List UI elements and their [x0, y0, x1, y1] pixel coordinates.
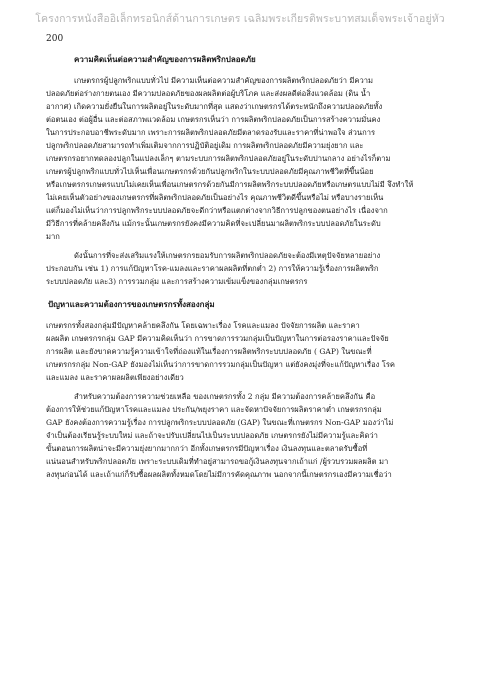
running-header: โครงการหนังสืออิเล็กทรอนิกส์ด้านการเกษตร เฉลิมพระเกียรติพระบาทสมเด็จพระเจ้าอยู่หัว: [35, 13, 445, 25]
section-heading-problems: ปัญหาและความต้องการของเกษตรกรทั้งสองกลุ่ม: [48, 299, 215, 309]
text-line: ดังนั้นการที่จะส่งเสริมแรงให้เกษตรกรยอมรับการผลิตพริกปลอดภัยจะต้องมีเหตุปัจจัยหลายอย่าง: [74, 251, 381, 260]
text-line: ปลอดภัยต่อร่างกายตนเอง มีความปลอดภัยของผลผลิตต่อผู้บริโภค และส่งผลดีต่อสิ่งแวดล้อม (ดิน น้ำ: [46, 89, 371, 98]
paragraph-problems: [46, 319, 448, 384]
text-line: ระบบปลอดภัย และ3) การรวมกลุ่ม และการสร้างความเข้มแข็งของกลุ่มเกษตรกร: [46, 277, 308, 286]
text-line: เกษตรกรทั้งสองกลุ่มมีปัญหาคล้ายคลึงกัน โดยเฉพาะเรื่อง โรคและแมลง ปัจจัยการผลิต และราคา: [46, 321, 360, 330]
text-line: หรือเกษตรกรเกษตรแบบไม่เคยเห็นเพื่อนเกษตรกรด้วยกันมีการผลิตพริกระบบปลอดภัยหรือเกษตรแบบไม่มี จึงทำให้: [46, 180, 414, 189]
text-line: สำหรับความต้องการความช่วยเหลือ ของเกษตรกรทั้ง 2 กลุ่ม มีความต้องการคล้ายคลึงกัน คือ: [74, 392, 376, 401]
paragraph-opinion: [46, 74, 448, 243]
text-line: ประกอบกัน เช่น 1) การแก้ปัญหาโรค-แมลงและราคาผลผลิตที่ตกต่ำ 2) การให้ความรู้เรื่องการผลิตพริก: [46, 264, 379, 273]
text-line: อากาศ) เกิดความยั่งยืนในการผลิตอยู่ในระดับมากที่สุด แสดงว่าเกษตรกรได้ตระหนักถึงความปลอดภัยทั้ง: [46, 102, 383, 111]
text-line: แน่นอนสำหรับพริกปลอดภัย เพราะระบบเดิมที่ทำอยู่สามารถขอกู้เงินลงทุนจากเถ้าแก่ /ผู้รวบรวมผลผลิต มา: [46, 457, 389, 466]
text-line: มีวิธีการที่คล้ายคลึงกัน แม้กระนั้นเกษตรกรยังคงมีความคิดที่จะเปลี่ยนมาผลิตพริกระบบปลอดภัยในระดับ: [46, 219, 381, 228]
section-heading-importance: ความคิดเห็นต่อความสำคัญของการผลิตพริกปลอดภัย: [74, 54, 256, 64]
paragraph-promotion: [46, 249, 448, 288]
paragraph-needs: [46, 390, 448, 481]
text-line: ในการประกอบอาชีพระดับมาก เพราะการผลิตพริกปลอดภัยมีตลาดรองรับและราคาที่น่าพอใจ ส่วนการ: [46, 128, 376, 137]
text-line: การผลิต และยังขาดความรู้ความเข้าใจที่ถ่องแท้ในเรื่องการผลิตพริกระบบปลอดภัย ( GAP) ในขณะที่: [46, 347, 372, 356]
text-line: มาก: [46, 232, 60, 241]
text-line: เกษตรกรผู้ปลูกพริกแบบทั่วไป มีความเห็นต่อความสำคัญของการผลิตพริกปลอดภัยว่า มีความ: [74, 76, 374, 85]
text-line: ต่อตนเอง ต่อผู้อื่น และต่อสภาพแวดล้อม เกษตรกรเห็นว่า การผลิตพริกปลอดภัยเป็นการสร้างความมั่นคง: [46, 115, 381, 124]
text-line: เกษตรกรอยากทดลองปลูกในแปลงเล็กๆ ตามระบบการผลิตพริกปลอดภัยอยู่ในระดับปานกลาง อย่างไรก็ตาม: [46, 154, 391, 163]
page-body: [46, 53, 448, 487]
text-line: ผลผลิต เกษตรกรกลุ่ม GAP มีความคิดเห็นว่า การขาดการรวมกลุ่มเป็นปัญหาในการต่อรองราคาและปัจจัย: [46, 334, 389, 343]
text-line: ขั้นตอนการผลิตน่าจะมีความยุ่งยากมากกว่า อีกทั้งเกษตรกรมีปัญหาเรื่อง เงินลงทุนและตลาดรับซื้อที่: [46, 444, 368, 453]
text-line: ต้องการให้ช่วยแก้ปัญหาโรคและแมลง ประกัน/พยุงราคา และจัดหาปัจจัยการผลิตราคาต่ำ เกษตรกรกลุ่ม: [46, 405, 382, 414]
text-line: เกษตรผู้ปลูกพริกแบบทั่วไปเห็นเพื่อนเกษตรกรด้วยกันปลูกพริกในระบบปลอดภัยมีคุณภาพชีวิตที่ขึ้นน้อย: [46, 167, 374, 176]
text-line: และแมลง และราคาผลผลิตเพียงอย่างเดียว: [46, 373, 184, 382]
text-line: ลงทุนก่อนได้ และเถ้าแก่ก็รับซื้อผลผลิตทั้งหมดโดยไม่มีการคัดคุณภาพ นอกจากนี้เกษตรกรเองมีความเชื่อว่า: [46, 470, 392, 479]
text-line: เกษตรกรกลุ่ม Non-GAP ยังมองไม่เห็นว่าการขาดการรวมกลุ่มเป็นปัญหา แต่ยังคงมุ่งที่จะแก้ปัญหาเรื่อง โรค: [46, 360, 395, 369]
text-line: ไม่เคยเห็นตัวอย่างของเกษตรกรที่ผลิตพริกปลอดภัยเป็นอย่างไร คุณภาพชีวิตดีขึ้นหรือไม่ หรือบางรายเห็น: [46, 193, 384, 202]
text-line: ปลูกพริกปลอดภัยสามารถทำเพิ่มเติมจากการปฏิบัติอยู่เดิม การผลิตพริกปลอดภัยมีความยุ่งยาก และ: [46, 141, 364, 150]
text-line: แต่ก็มองไม่เห็นว่าการปลูกพริกระบบปลอดภัยจะดีกว่าหรือแตกต่างจากวิธีการปลูกของตนอย่างไร เนื่องจาก: [46, 206, 388, 215]
text-line: จำเป็นต้องเรียนรู้ระบบใหม่ และถ้าจะปรับเปลี่ยนไปเป็นระบบปลอดภัย เกษตรกรยังไม่มีความรู้และคิดว่า: [46, 431, 378, 440]
text-line: GAP ยังคงต้องการความรู้เรื่อง การปลูกพริกระบบปลอดภัย (GAP) ในขณะที่เกษตรกร Non-GAP มองว่าไม่: [46, 418, 394, 427]
page-number: 200: [46, 34, 64, 44]
